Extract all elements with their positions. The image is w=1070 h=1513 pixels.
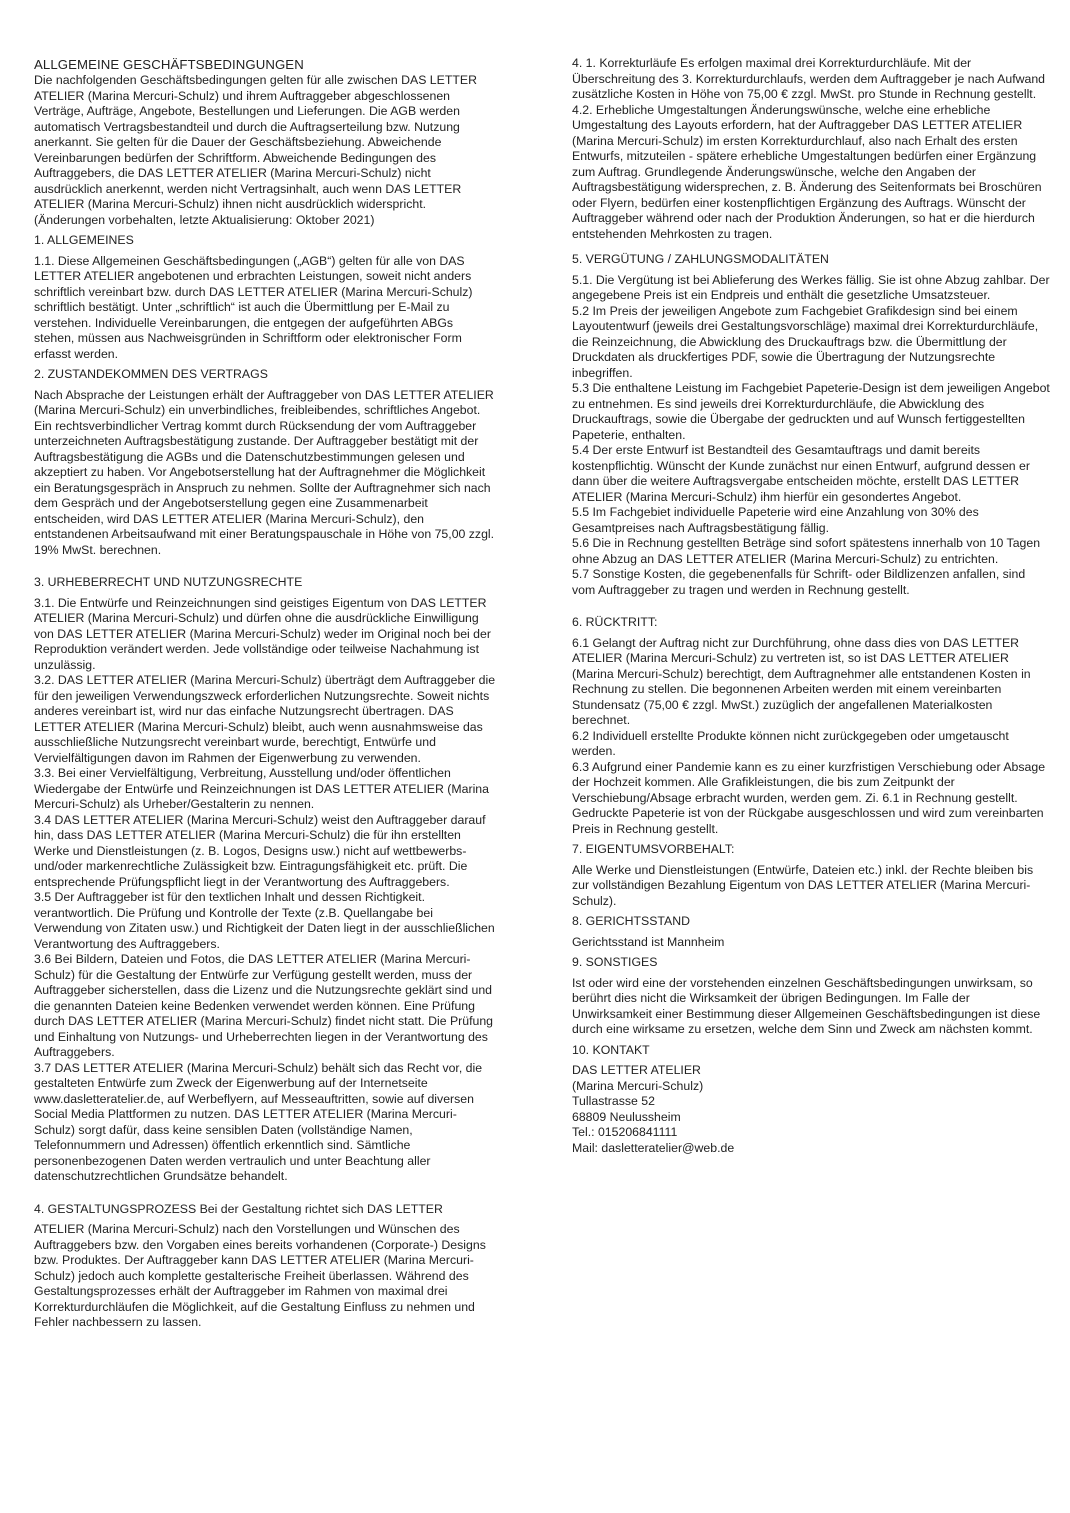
section-3-paragraph-6: 3.6 Bei Bildern, Dateien und Fotos, die DAS LETTER ATELIER (Marina Mercuri-Schulz) für die Gestaltung der Entwürfe zur Verfügung gestellt werden, muss der Auftraggeber sicherstellen, dass die Lizenz und die Nutzungsrechte geklärt sind und die genannten Dateien keine Bedenken verwendet werden können. Eine Prüfung durch DAS LETTER ATELIER (Marina Mercuri-Schulz) findet nicht statt. Die Prüfung und Einhaltung von Nutzungs- und Urheberrechten liegen in der Verantwortung des Auftraggebers. <box>34 952 494 1059</box>
section-5-paragraph-2: 5.2 Im Preis der jeweiligen Angebote zum Fachgebiet Grafikdesign sind bei einem Layoutentwurf (jeweils drei Gestaltungsvorschläge) maximal drei Korrekturdurchläufe, die Reinzeichnung, die Abwicklung des Druckauftrags bzw. die Übermittlung der Druckdaten als druckfertiges PDF, sowie die Übertragung der Nutzungsrechte inbegriffen. <box>572 303 1039 380</box>
section-9-paragraph-1: Ist oder wird eine der vorstehenden einzelnen Geschäftsbedingungen unwirksam, so berührt dies nicht die Wirksamkeit der übrigen Bedingungen. Im Falle der Unwirksamkeit einer Bestimmung dieser Allgemeinen Geschäftsbedingungen ist diese durch eine wirksame zu ersetzen, welche dem Sinn und Zweck am nächsten kommt. <box>572 975 1041 1036</box>
section-6-paragraph-3: 6.3 Aufgrund einer Pandemie kann es zu einer kurzfristigen Verschiebung oder Absage der Hochzeit kommen. Alle Grafikleistungen, die bis zum Zeitpunkt der Verschiebung/Absage erbracht wurden, werden gem. Zi. 6.1 in Rechnung gestellt. Gedruckte Papeterie ist von der Rückgabe ausgeschlossen und wird zum vereinbarten Preis in Rechnung gestellt. <box>572 759 1046 836</box>
section-6-paragraph-1: 6.1 Gelangt der Auftrag nicht zur Durchführung, ohne dass dies von DAS LETTER ATELIER (Marina Mercuri-Schulz) zu vertreten ist, so ist DAS LETTER ATELIER (Marina Mercuri-Schulz) berechtigt, dem Auftragnehmer alle entstandenen Kosten in Rechnung zu stellen. Die begonnenen Arbeiten werden mit einem vereinbarten Stundensatz (75,00 € zzgl. MwSt.) zuzüglich der angefallenen Materialkosten berechnet. <box>572 635 1031 727</box>
contact-name: (Marina Mercuri-Schulz) <box>572 1078 704 1093</box>
section-4-heading: 4. GESTALTUNGSPROZESS Bei der Gestaltung richtet sich DAS LETTER <box>34 1201 443 1216</box>
spacer <box>34 558 496 570</box>
contact-company: DAS LETTER ATELIER <box>572 1063 701 1077</box>
section-7-heading: 7. EIGENTUMSVORBEHALT: <box>572 842 735 856</box>
section-4-paragraph-2: 4. 1. Korrekturläufe Es erfolgen maximal drei Korrekturdurchläufe. Mit der Überschreitung des 3. Korrekturdurchlaufs, werden dem Auftraggeber je nach Aufwand zusätzliche Kosten in Höhe von 75,00 € zzgl. MwSt. pro Stunde in Rechnung gestellt. <box>572 56 1046 101</box>
section-2-heading: 2. ZUSTANDEKOMMEN DES VERTRAGS <box>34 367 268 381</box>
section-8-heading: 8. GERICHTSSTAND <box>572 914 690 928</box>
right-column <box>572 56 1050 1156</box>
section-6-paragraph-2: 6.2 Individuell erstellte Produkte können nicht zurückgegeben oder umgetauscht werden. <box>572 728 1009 758</box>
section-5-paragraph-5: 5.5 Im Fachgebiet individuelle Papeterie wird eine Anzahlung von 30% des Gesamtpreises nach Auftragsbestätigung fällig. <box>572 505 979 535</box>
contact-email: Mail: dasletteratelier@web.de <box>572 1140 735 1155</box>
section-5-paragraph-1: 5.1. Die Vergütung ist bei Ablieferung des Werkes fällig. Sie ist ohne Abzug zahlbar. Der angegebene Preis ist ein Endpreis und enthält die gesetzliche Umsatzsteuer. <box>572 272 1050 302</box>
section-2-paragraph-1: Nach Absprache der Leistungen erhält der Auftraggeber von DAS LETTER ATELIER (Marina Mercuri-Schulz) ein unverbindliches, freibleibendes, schriftliches Angebot. Ein rechtsverbindlicher Vertrag kommt durch Rücksendung der vom Auftraggeber unterzeichneten Auftragsbestätigung zustande. Der Auftraggeber bestätigt mit der Auftragsbestätigung die AGBs und die Datenschutzbestimmungen gelesen und akzeptiert zu haben. Vor Angebotserstellung hat der Auftragnehmer die Möglichkeit ein Beratungsgespräch in Anspruch zu nehmen. Sollte der Auftragnehmer sich nach dem Gespräch und der Angebotserstellung gegen eine Zusammenarbeit entscheiden, wird DAS LETTER ATELIER (Marina Mercuri-Schulz), den entstandenen Arbeitsaufwand mit einer Beratungspauschale in Höhe von 75,00 zzgl. 19% MwSt. berechnen. <box>34 387 495 557</box>
section-3-paragraph-5: 3.5 Der Auftraggeber ist für den textlichen Inhalt und dessen Richtigkeit. verantwortlich. Die Prüfung und Kontrolle der Texte (z.B. Quellangabe bei Verwendung von Zitaten usw.) und Richtigkeit der Daten liegt in der ausschließlichen Verantwortung des Auftraggebers. <box>34 890 495 951</box>
section-4-paragraph-1: ATELIER (Marina Mercuri-Schulz) nach den Vorstellungen und Wünschen des Auftraggebers bzw. den Vorgaben eines bereits vorhandenen (Corporate-) Designs bzw. Produktes. Der Auftraggeber kann DAS LETTER ATELIER (Marina Mercuri-Schulz) jedoch auch komplette gestalterische Freiheit überlassen. Während des Gestaltungsprozesses erhält der Auftraggeber im Rahmen von maximal drei Korrekturdurchläufen die Möglichkeit, auf die Gestaltung Einfluss zu nehmen und Fehler nachbessern zu lassen. <box>34 1222 486 1329</box>
section-5-paragraph-6: 5.6 Die in Rechnung gestellten Beträge sind sofort spätestens innerhalb von 10 Tagen ohne Abzug an DAS LETTER ATELIER (Marina Mercuri-Schulz) zu entrichten. <box>572 536 1041 566</box>
contact-phone: Tel.: 015206841111 <box>572 1125 678 1139</box>
section-1-paragraph-1: 1.1. Diese Allgemeinen Geschäftsbedingungen („AGB“) gelten für alle von DAS LETTER ATELIER angebotenen und erbrachten Leistungen, soweit nicht anders schriftlich vereinbart bzw. durch DAS LETTER ATELIER (Marina Mercuri-Schulz) schriftlich bestätigt. Unter „schriftlich“ ist auch die Übermittlung per E-Mail zu verstehen. Individuelle Vereinbarungen, die entgegen der aufgeführten ABGs stehen, müssen aus Nachweisgründen in Schriftform oder elektronischer Form erfasst werden. <box>34 253 473 361</box>
section-10-heading: 10. KONTAKT <box>572 1042 650 1057</box>
section-5-paragraph-4: 5.4 Der erste Entwurf ist Bestandteil des Gesamtauftrags und damit bereits kostenpflichtig. Wünscht der Kunde zunächst nur einen Entwurf, aufgrund dessen er dann über die weitere Auftragsvergabe entscheiden möchte, erstellt DAS LETTER ATELIER (Marina Mercuri-Schulz) ihm hierfür ein gesondertes Angebot. <box>572 443 1030 504</box>
section-3-paragraph-2: 3.2. DAS LETTER ATELIER (Marina Mercuri-Schulz) überträgt dem Auftraggeber die für den jeweiligen Verwendungszweck erforderlichen Nutzungsrechte. Soweit nichts anderes vereinbart ist, wird nur das einfache Nutzungsrecht übertragen. DAS LETTER ATELIER (Marina Mercuri-Schulz) bleibt, auch wenn ausnahmsweise das ausschließliche Nutzungsrecht vereinbart wurde, berechtigt, Entwürfe und Vervielfältigungen davon im Rahmen der Eigenwerbung zu verwenden. <box>34 673 496 765</box>
left-column <box>34 56 496 1331</box>
section-5-paragraph-7: 5.7 Sonstige Kosten, die gegebenenfalls für Schrift- oder Bildlizenzen anfallen, sind vom Auftraggeber zu tragen und werden in Rechnung gestellt. <box>572 567 1026 597</box>
section-6-heading: 6. RÜCKTRITT: <box>572 615 658 629</box>
section-5-heading: 5. VERGÜTUNG / ZAHLUNGSMODALITÄTEN <box>572 252 829 266</box>
section-3-paragraph-1: 3.1. Die Entwürfe und Reinzeichnungen sind geistiges Eigentum von DAS LETTER ATELIER (Marina Mercuri-Schulz) und dürfen ohne die ausdrückliche Einwilligung von DAS LETTER ATELIER (Marina Mercuri-Schulz) weder im Original noch bei der Reproduktion verändert werden. Jede vollständige oder teilweise Nachahmung ist unzulässig. <box>34 595 491 672</box>
contact-block <box>572 1063 1050 1156</box>
section-8-paragraph-1: Gerichtsstand ist Mannheim <box>572 934 725 949</box>
section-4-paragraph-3: 4.2. Erhebliche Umgestaltungen Änderungswünsche, welche eine erhebliche Umgestaltung des Layouts erfordern, hat der Auftraggeber DAS LETTER ATELIER (Marina Mercuri-Schulz) im ersten Korrekturdurchlauf, also nach Erhalt des ersten Entwurfs, mitzuteilen - spätere erhebliche Umgestaltungen bedürfen einer Ergänzung zum Auftrag. Grundlegende Änderungswünsche, welche den Angaben der Auftragsbestätigung widersprechen, z. B. Änderung des Seitenformats bei Broschüren oder Flyern, bedürfen einer kostenpflichtigen Ergänzung des Auftrags. Wünscht der Auftraggeber während oder nach der Produktion Änderungen, so hat er die hierdurch entstehenden Mehrkosten zu tragen. <box>572 102 1042 241</box>
contact-street: Tullastrasse 52 <box>572 1094 655 1108</box>
spacer <box>572 242 1050 247</box>
contact-city: 68809 Neulussheim <box>572 1109 681 1124</box>
section-9-heading: 9. SONSTIGES <box>572 955 658 969</box>
section-3-paragraph-4: 3.4 DAS LETTER ATELIER (Marina Mercuri-Schulz) weist den Auftraggeber darauf hin, dass DAS LETTER ATELIER (Marina Mercuri-Schulz) die für ihn erstellten Werke und Dienstleistungen (z. B. Logos, Designs usw.) nicht auf wettbewerbs- und/oder markenrechtliche Zulässigkeit bzw. Eintragungsfähigkeit etc. prüft. Die entsprechende Prüfungspflicht liegt in der Verantwortung des Auftraggebers. <box>34 812 486 889</box>
spacer <box>572 598 1050 610</box>
section-3-paragraph-7: 3.7 DAS LETTER ATELIER (Marina Mercuri-Schulz) behält sich das Recht vor, die gestalteten Entwürfe zum Zweck der Eigenwerbung auf der Internetseite www.dasletteratelier.de, auf Werbeflyern, auf Messeauftritten, sowie auf diversen Social Media Plattformen zu nutzen. DAS LETTER ATELIER (Marina Mercuri-Schulz) sorgt dafür, dass keine sensiblen Daten (vollständige Namen, Telefonnummern und Adressen) öffentlich erkenntlich sind. Sämtliche personenbezogenen Daten werden vertraulich und unter Beachtung aller datenschutzrechtlichen Grundsätze behandelt. <box>34 1060 483 1183</box>
section-7-paragraph-1: Alle Werke und Dienstleistungen (Entwürfe, Dateien etc.) inkl. der Rechte bleiben bis zur vollständigen Bezahlung Eigentum von DAS LETTER ATELIER (Marina Mercuri-Schulz). <box>572 862 1034 908</box>
spacer <box>34 1185 496 1197</box>
section-3-heading: 3. URHEBERRECHT UND NUTZUNGSRECHTE <box>34 575 303 589</box>
section-5-paragraph-3: 5.3 Die enthaltene Leistung im Fachgebiet Papeterie-Design ist dem jeweiligen Angebot zu entnehmen. Es sind jeweils drei Korrekturdurchläufe, die Abwicklung des Druckauftrags, sowie die Übergabe der gedruckten und auf Wunsch fertiggestellten Papeterie, enthalten. <box>572 381 1050 442</box>
section-3-paragraph-3: 3.3. Bei einer Vervielfältigung, Verbreitung, Ausstellung und/oder öffentlichen Wiedergabe der Entwürfe und Reinzeichnungen ist DAS LETTER ATELIER (Marina Mercuri-Schulz) als Urheber/Gestalterin zu nennen. <box>34 766 489 811</box>
page-title: ALLGEMEINE GESCHÄFTSBEDINGUNGEN <box>34 57 304 72</box>
intro-paragraph: Die nachfolgenden Geschäftsbedingungen gelten für alle zwischen DAS LETTER ATELIER (Marina Mercuri-Schulz) und ihrem Auftraggeber abgeschlossenen Verträge, Aufträge, Angebote, Bestellungen und Lieferungen. Die AGB werden automatisch Vertragsbestandteil und durch die Auftragserteilung bzw. Nutzung anerkannt. Sie gelten für die Dauer der Geschäftsbeziehung. Abweichende Vereinbarungen bedürfen der Schriftform. Abweichende Bedingungen des Auftraggebers, die DAS LETTER ATELIER (Marina Mercuri-Schulz) nicht ausdrücklich anerkennt, werden nicht Vertragsinhalt, auch wenn DAS LETTER ATELIER (Marina Mercuri-Schulz) ihnen nicht ausdrücklich widerspricht. (Änderungen vorbehalten, letzte Aktualisierung: Oktober 2021) <box>34 73 477 227</box>
section-1-heading: 1. ALLGEMEINES <box>34 233 134 247</box>
